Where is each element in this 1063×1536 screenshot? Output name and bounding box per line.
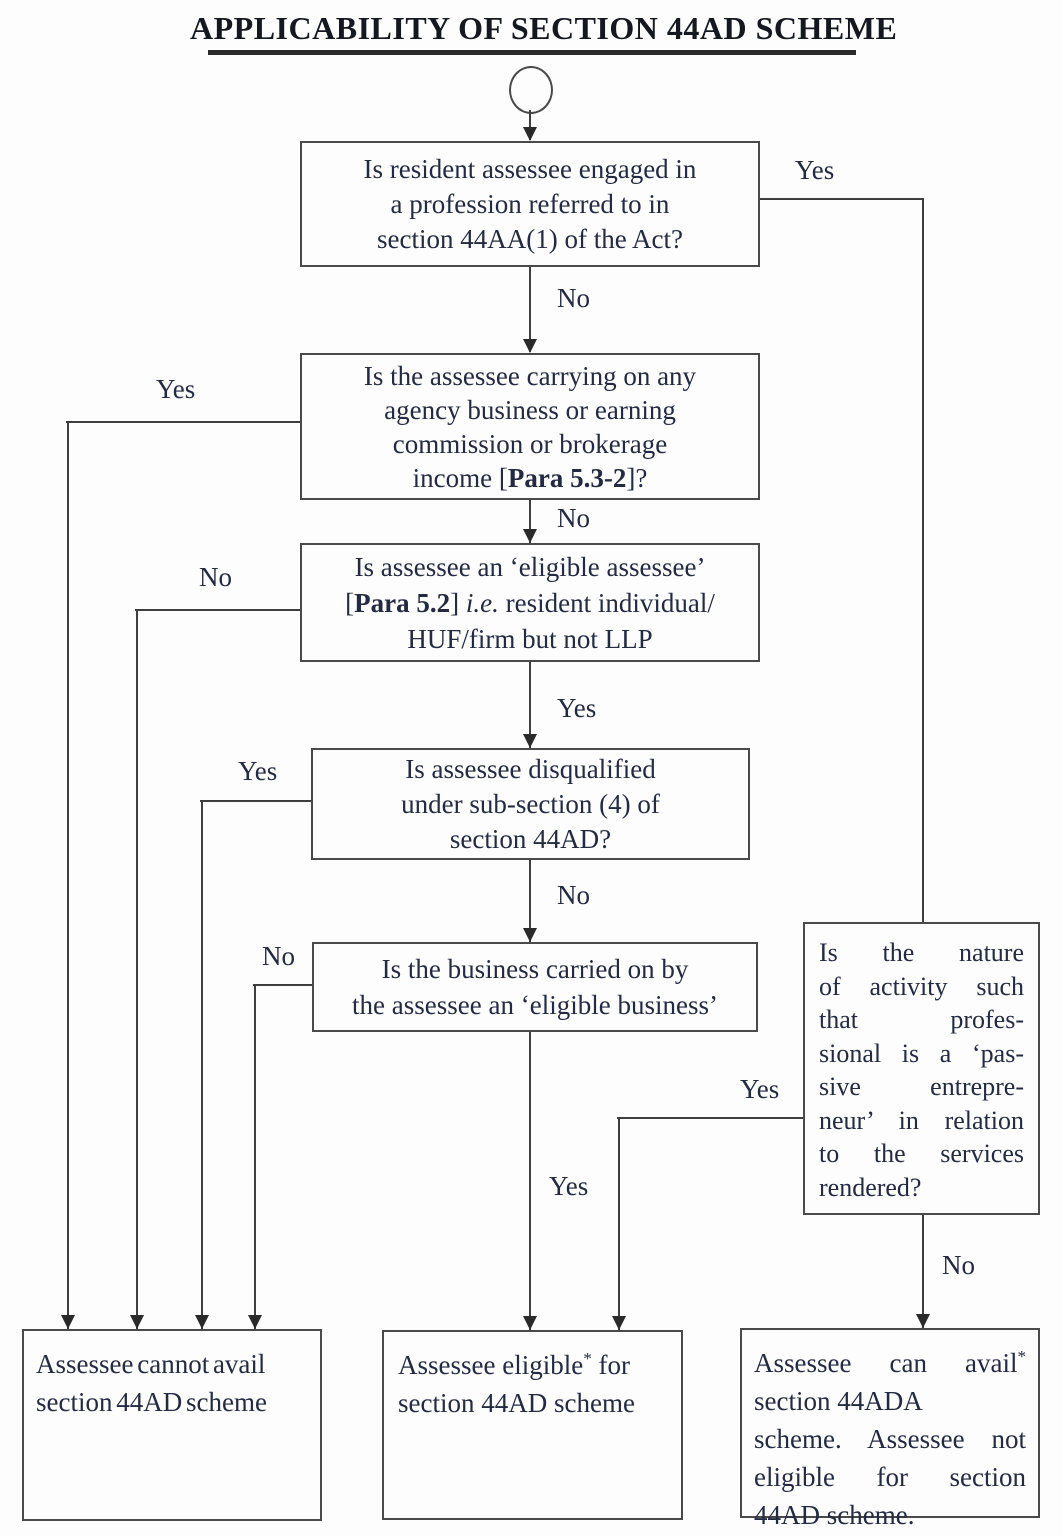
connector-q2-yes-vertical xyxy=(67,422,70,1329)
node-text-line: Is the assessee carrying on any xyxy=(363,360,697,391)
connector-q1-yes-vertical xyxy=(922,199,925,922)
node-text-line: Is assessee disqualified xyxy=(405,753,656,784)
connector-q5-no-vertical xyxy=(254,985,257,1329)
node-question-eligible-assessee xyxy=(300,543,760,662)
arrowhead-q1-no xyxy=(523,339,537,353)
node-text-line: sive entrepre- xyxy=(819,1072,1024,1101)
node-text-line: section 44AD scheme xyxy=(36,1387,267,1417)
arrowhead-q5-yes xyxy=(523,1316,537,1330)
node-text-line: of activity such xyxy=(819,971,1024,1001)
node-question-eligible-business xyxy=(312,942,758,1032)
edge-label-passive-no: No xyxy=(942,1250,975,1280)
node-text-line: scheme. Assessee not xyxy=(754,1424,1026,1454)
connector-q1-yes-horizontal xyxy=(760,198,924,201)
connector-q3-no-horizontal xyxy=(135,609,300,612)
edge-label-q3-yes: Yes xyxy=(557,693,597,723)
node-text-line: that profes- xyxy=(819,1005,1024,1034)
node-text-line: Is the business carried on by xyxy=(381,954,689,984)
edge-label-q4-no: No xyxy=(557,880,590,910)
node-text-line: section 44AD? xyxy=(449,823,612,854)
edge-label-q2-no: No xyxy=(557,503,590,533)
arrowhead-start-to-q1 xyxy=(523,127,537,141)
node-text-line: eligible for section xyxy=(754,1462,1026,1492)
edge-label-q2-yes: Yes xyxy=(156,374,196,404)
edge-label-q1-yes: Yes xyxy=(795,155,835,185)
node-text-line: Is the nature xyxy=(819,938,1024,967)
connector-q2-yes-horizontal xyxy=(66,421,300,424)
node-text-line: sional is a ‘pas- xyxy=(819,1038,1024,1068)
node-text-part: ] xyxy=(450,587,466,618)
node-text-line xyxy=(302,461,758,495)
node-text-part: Assessee can avail xyxy=(754,1348,1018,1378)
connector-q5-yes xyxy=(529,1032,532,1330)
arrowhead-passive-yes xyxy=(612,1316,626,1330)
node-text-line: section 44AD scheme xyxy=(398,1388,635,1418)
connector-passive-no xyxy=(922,1215,925,1328)
node-text-line xyxy=(754,1344,1026,1382)
node-text-part-bold: Para 5.3-2 xyxy=(507,462,627,493)
node-text-line: to the services xyxy=(819,1139,1024,1168)
node-question-profession xyxy=(300,141,760,267)
node-text-part-bold: Para 5.2 xyxy=(354,587,451,618)
connector-q4-yes-vertical xyxy=(201,801,204,1329)
node-text-line: a profession referred to in xyxy=(390,188,670,219)
edge-label-q5-no: No xyxy=(262,941,295,971)
edge-label-passive-yes: Yes xyxy=(740,1074,780,1104)
asterisk-marker: * xyxy=(583,1349,592,1368)
node-text-part: ]? xyxy=(626,462,648,493)
edge-label-q5-yes: Yes xyxy=(549,1171,589,1201)
node-text-line: Is assessee an ‘eligible assessee’ xyxy=(354,551,706,582)
node-text-part-italic: i.e. xyxy=(465,587,499,618)
node-text-part: resident individual/ xyxy=(498,587,715,618)
node-text-line: neur’ in relation xyxy=(819,1105,1024,1135)
node-text-line: Assessee cannot avail xyxy=(36,1349,266,1379)
connector-q4-yes-horizontal xyxy=(200,800,311,803)
arrowhead-passive-no xyxy=(916,1314,930,1328)
arrowhead-q2-yes xyxy=(61,1315,75,1329)
node-text-line: section 44AA(1) of the Act? xyxy=(377,223,683,254)
node-text-line: rendered? xyxy=(819,1172,922,1202)
start-node xyxy=(509,66,553,114)
node-text-part: for xyxy=(591,1350,630,1380)
node-outcome-cannot-avail xyxy=(22,1329,322,1521)
connector-passive-yes-vertical xyxy=(618,1118,621,1330)
node-text-line: 44AD scheme. xyxy=(754,1500,915,1530)
node-text-line xyxy=(398,1346,667,1384)
node-question-disqualified xyxy=(311,748,750,860)
title-underline xyxy=(208,50,856,55)
node-text-line: commission or brokerage xyxy=(392,428,668,459)
node-text-part: Assessee eligible xyxy=(398,1350,584,1380)
node-outcome-44ada xyxy=(740,1328,1040,1530)
connector-q3-no-vertical xyxy=(136,610,139,1329)
node-text-line: section 44ADA xyxy=(754,1386,923,1416)
arrowhead-q3-yes xyxy=(523,734,537,748)
edge-label-q1-no: No xyxy=(557,283,590,313)
asterisk-marker: * xyxy=(1017,1347,1026,1366)
node-outcome-eligible-44ad xyxy=(382,1330,683,1520)
node-text-line: agency business or earning xyxy=(384,394,676,425)
page-title: APPLICABILITY OF SECTION 44AD SCHEME xyxy=(190,10,898,46)
node-question-agency-business xyxy=(300,353,760,500)
node-text-line: HUF/firm but not LLP xyxy=(407,623,653,654)
arrowhead-q4-yes xyxy=(195,1315,209,1329)
node-text-part: [ xyxy=(345,587,355,618)
arrowhead-q5-no xyxy=(248,1315,262,1329)
connector-q5-no-horizontal xyxy=(253,984,312,987)
connector-passive-yes-horizontal xyxy=(617,1117,803,1120)
node-text-line: the assessee an ‘eligible business’ xyxy=(352,990,718,1020)
edge-label-q3-no: No xyxy=(199,562,232,592)
arrowhead-q2-no xyxy=(523,529,537,543)
node-text-line: Is resident assessee engaged in xyxy=(363,153,697,184)
arrowhead-q4-no xyxy=(523,928,537,942)
node-text-line xyxy=(302,585,758,621)
node-text-line: under sub-section (4) of xyxy=(401,788,660,819)
edge-label-q4-yes: Yes xyxy=(238,756,278,786)
node-text-part: income [ xyxy=(412,462,508,493)
arrowhead-q3-no xyxy=(130,1315,144,1329)
node-question-passive-entrepreneur xyxy=(803,922,1040,1215)
